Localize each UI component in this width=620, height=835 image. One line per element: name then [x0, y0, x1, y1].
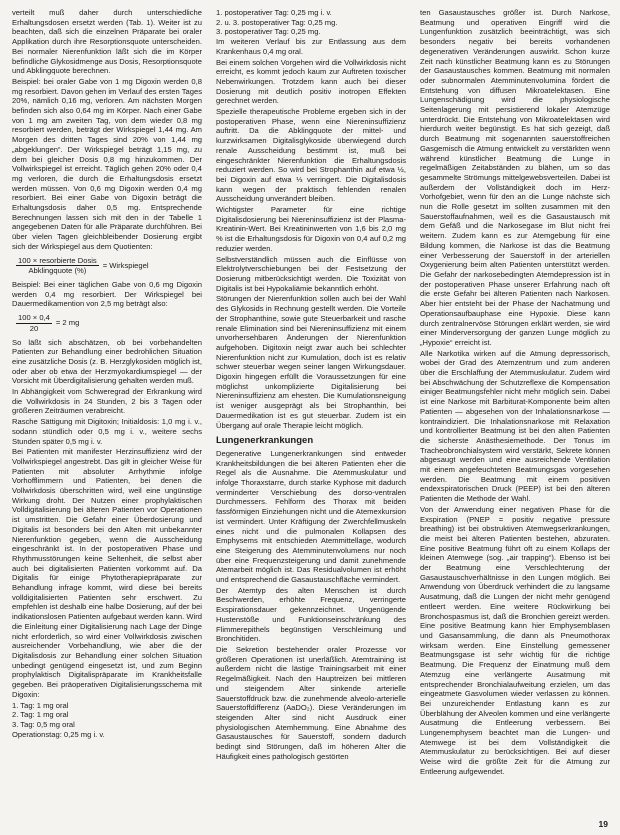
document-page: [10, 8, 610, 826]
paragraph: Selbstverständlich müssen auch die Einflüsse von Elektrolytverschiebungen bei der Festsetzung der Dosierung mitberücksichtigt werden. Die Toxizität von Digitalis ist bei Hypokaliämie bekanntlich erhöht.: [216, 254, 406, 293]
list-item: 2. Tag: 1 mg oral: [12, 710, 69, 720]
column-3: [420, 8, 610, 778]
list-item: 2. u. 3. postoperativer Tag: 0,25 mg.: [216, 17, 338, 27]
paragraph: Beispiel: bei oraler Gabe von 1 mg Digoxin werden 0,8 mg resorbiert. Davon gehen im Verlauf des ersten Tages 20%, nämlich 0,16 mg, verloren. Am nächsten Morgen befinden sich also 0,64 mg im Körper. Nach einer Gabe von 1 mg am zweiten Tag, von dem wieder 0,8 mg resorbiert werden, beträgt der Wirkspiegel 1,44 mg. Am Morgen des dritten Tages sind 20% von 1,44 mg „abgeklungen“. Der Wirkspiegel beträgt 1,15 mg, zu dem bei gleicher Dosis 0,8 mg hinzukommen. Der Vollwirkspiegel ist erreicht. Täglich gehen 20% oder 0,4 mg verloren, die durch die Erhaltungsdosis ersetzt werden müssen. Von 0,6 mg Digoxin werden 0,4 mg resorbiert. Bei einer Gabe von Digoxin beträgt die Erhaltungsdosis daher 0,5 mg. Entsprechende Berechnungen lassen sich mit den in der Tabelle 1 angegebenen Daten für alle Präparate durchführen. Bei über vielen Tagen gleichbleibender Dosierung ergibt sich der Wirkspiegel aus dem Quotienten:: [12, 76, 202, 251]
paragraph: Bei einem solchen Vorgehen wird die Vollwirkdosis nicht erreicht, es kommt jedoch kaum zur Auftreten toxischer Nebenwirkungen. Trotzdem kann auch bei dieser Dosierung mit deutlich positiv inotropen Effekten gerechnet werden.: [216, 57, 406, 106]
paragraph: Die Sekretion bestehender oraler Prozesse vor größeren Operationen ist unerläßlich. Atemtraining ist außerdem nicht die lästige Trainingsarbeit mit einer Regelmäßigkeit. Nach den Hauptreizen bei mittleren und steigendem Alter sinkende arterielle Sauerstoffdruck bzw. die zunehmende alveolo-arterielle Sauerstoffdifferenz (AaDO₂). Diese Veränderungen im steigenden Alter sind nicht Ausdruck einer physiologischen Atemhemmung. Eine Abnahme des Gasaustausches für Sauerstoff, sondern dadurch bedingt sind Störungen, daß im höheren Alter die Häufigkeit eines pathologisch gestörten: [216, 645, 406, 761]
postop-dosage-list: [216, 8, 406, 37]
paragraph: Alle Narkotika wirken auf die Atmung depressorisch, wobei der Grad des Atemzentrum und zum anderen über die Erschlaffung der Atemmuskulatur. Zudem wird bei Abschwächung der Schutzreflexe die Kompensation einiger Beatmungsfehler nicht mehr möglich sein. Dabei ist eine Narkose mit Barbiturat-Komponente beim alten Patienten — abgesehen von der Inhalationsnarkose — kontraindiziert. Die Inhalationsnarkose mit Relaxation und kontrollierter Beatmung ist bei den alten Patienten die sicherste Anästhesiemethode. Der Tonus im Tracheobronchialsystem wird verstärkt, Sekrete können abgesaugt werden und eine ausreichende Ventilation mit einem angefeuchteten Beatmungsgas vorgesehen werden. Die Beatmung mit einem positiven endexspiratorischen Druck (PEEP) ist bei den älteren Patienten die Methode der Wahl.: [420, 348, 610, 504]
paragraph: Spezielle therapeutische Probleme ergeben sich in der postoperativen Phase, wenn eine Niereninsuffizienz auftritt. Da die Abklingquote der mittel- und kurzwirksamen Digitalisglykoside überwiegend durch renale Ausscheidung bestimmt ist, muß bei eingeschränkter Nierenfunktion die Erhaltungsdosis reduziert werden. So wird bei Strophanthin auf etwa ½, bei Digoxin auf etwa ⅓ verringert. Die Digitalisdosis kann wegen der praktisch fehlenden renalen Ausscheidung unverändert bleiben.: [216, 107, 406, 204]
formula-denominator: 20: [29, 323, 39, 333]
page-number: 19: [598, 819, 608, 829]
dosage-list: [12, 701, 202, 740]
paragraph: verteilt muß daher durch unterschiedliche Erhaltungsdosen ersetzt werden (Tab. 1). Weiter ist zu beachten, daß sich die einzelnen Präparate bei oraler Applikation durch ihre Resorptionsquote unterscheiden. Bei normaler Nierenfunktion läßt sich die im Körper befindliche Glykosidmenge aus Dosis, Resorptionsquote und Abklingquote berechnen.: [12, 8, 202, 76]
paragraph: In Abhängigkeit vom Schweregrad der Erkrankung wird die Vollwirkdosis in 24 Stunden, 2 bis 3 Tagen oder größeren Zeiträumen verabreicht.: [12, 387, 202, 416]
formula-numerator: 100 × resorbierte Dosis: [18, 255, 97, 265]
paragraph: ten Gasaustausches größer ist. Durch Narkose, Beatmung und operativen Eingriff wird die Lungenfunktion zusätzlich beeinträchtigt, was sich besonders negativ bei bereits vorhandenen degenerativen Veränderungen auswirkt. Schon kurze Zeit nach künstlicher Beatmung kann es zu Störungen der Gasaustausches kommen. Beatmung mit normalen oder subnormalen Atemminutenvolumina fördert die Entstehung von diffusen Mikroatelektasen. Eine Lungenschädigung wird die physiologische Seitenlagerung mit persistierend lokaler Atemzüge unterdrückt. Die Entstehung von Mikroatelektasen wird hierdurch weiter begünstigt. Es hat sich gezeigt, daß durch Beatmung mit sogenannten sauerstoffreichen Gasgemisch die Atmung entwickelt zu verstärkten wenn während künstlicher Beatmung die Lunge in regelmäßigen Zeitabständen zu blähen, um so das gesammelte Strömungs mittelgewebsverteilen. Dabei ist außerdem der Vollständigkeit doch im Herz-Vorhofgebiet, wenn für den an die Lunge nächste sich nun die Rolle gesetzt im sollten zusammen mit den Sauerstoffaufnahmen, weil es die Gasaustausch mit dem Gefäß und die Narkosegase im Blut nicht frei weitern. Zudem kann es zur Atemgebung für eine Bildung kommen, die Narkose ist das die Beatmung einer Verbesserung der Sauerstoff in der arteriellen Oxygenierung beim alten Patienten unterstützt werden. Die Gefahr der narkosebedingten Atemdepression ist in der postoperativen Phase unserer Erfahrung nach oft die erste Gefahr bei älteren Patienten nach Narkosen. Aber hier entsteht bei der Phase der Nachatmung und Operationsaufbauphase eine Hypoxie. Diese kann durch zentralnervöse Störungen erklärt werden, sie wird einer Minderversorgung der ganzen Lunge möglich zu „Hypoxie“ erreicht ist.: [420, 8, 610, 347]
formula-example: [16, 313, 202, 333]
formula-result: = 2 mg: [55, 318, 80, 328]
formula-wirkspiegel: [16, 256, 202, 276]
list-item: 3. postoperativer Tag: 0,25 mg.: [216, 27, 321, 37]
paragraph: So läßt sich abschätzen, ob bei vorbehandelten Patienten zur Behandlung einer bedrohlichen Situation eine zusätzliche Dosis (z. B. Herzglykosiden möglich ist, oder aber ob etwa der Herzmyokardiumspiegel — der Vorsicht mit Überdigitalisierung gehalten werden muß.: [12, 337, 202, 386]
paragraph: Wichtigster Parameter für eine richtige Digitalisdosierung bei Niereninsuffizienz ist der Plasma-Kreatinin-Wert. Bei Kreatininwerten von 1,6 bis 2,0 mg % ist die Erhaltungsdosis für Digoxin von 0,4 auf 0,2 mg reduzier werden.: [216, 205, 406, 253]
formula-result: = Wirkspiegel: [102, 260, 149, 270]
formula-numerator: 100 × 0,4: [18, 313, 50, 323]
paragraph: Degenerative Lungenerkrankungen sind entweder Krankheitsbildungen die bei älteren Patienten eher die Regel als die Ausnahme. Die Atemmuskulatur und infolge Thoraxstarre, durch starke Kyphose mit dadurch verminderter Verschiebung des dorso-ventralen Durchmessers. Fehlform des Thorax mit beiden fassförmigen Einziehungen nicht und die Atemexkursion ist vermindert. Unter Kräftigung der Zwerchfellmuskeln eines nicht und die pulmonalen Kollapsen des Emphysems mit entschieden Atemmittellage, wodurch eine Steigerung des Atemminutenvolumens nur noch über eine Frequenzsteigerung und damit zunehmende Atemarbeit möglich ist. Das Residualvolumen ist erhöht und entsprechend die Gasaustauschfläche vermindert.: [216, 448, 406, 585]
list-item: Operationstag: 0,25 mg i. v.: [12, 729, 105, 739]
list-item: 3. Tag: 0,5 mg oral: [12, 719, 75, 729]
paragraph: Im weiteren Verlauf bis zur Entlassung aus dem Krankenhaus 0,4 mg oral.: [216, 37, 406, 56]
section-heading: Lungenerkrankungen: [216, 435, 314, 447]
formula-denominator: Abklingquote (%): [28, 266, 87, 276]
paragraph: Störungen der Nierenfunktion sollen auch bei der Wahl des Glykosids in Rechnung gestellt werden. Die Vorteile der Strophanthine, sowie gute Steuerbarkeit und rasche renale Elimination sind bei Niereninsuffizienz mit einem unvorhersehbaren Änderungen der Nierenfunktion aufgehoben. Digitoxin neigt zwar auch bei schlechter Nierenfunktion nicht zur Kumulation, doch ist es relativ schwer steuerbar wegen seiner langen Wirkungsdauer. Digoxin hingegen erfüllt die Voraussetzungen für eine möglichst unkomplizierte Digitalisierung bei Niereninsuffizienz am ehesten. Die Kumulationsneigung ist weniger ausgeprägt als bei Strophanthin, bei Dauermedikation ist es gut steuerbar. Zudem ist ein Übergang auf orale Therapie leicht möglich.: [216, 294, 406, 430]
paragraph: Bei Patienten mit manifester Herzinsuffizienz wird der Vollwirkspiegel angestrebt. Das gilt in gleicher Weise für Patienten mit absoluter Arrhythmie infolge Vorhofflimmern und Patienten, bei denen die Vollwirkdosis überschritten wird, weil eine ungünstige Wirkung droht. Der Nutzen einer prophylaktischen Volldigitalisierung bei älteren Patienten vor Operationen ist umstritten. Die Gefahr einer Überdosierung und Digitalis ist besonders bei den Alten mit unbekannter Nierenfunktion gegeben, wenn die Ausscheidung eingeschränkt ist. In der postoperativen Phase und Rhythmusstörungen keine Seltenheit, die selbst aber auch bei digitalisierten Patienten vorkommt auf. Da Digitalis für einige Phytotherapiepräparate zur Behandlung infrage kommt, wird diese bei bereits volldigitalisierten Patienten sehr erschwert. Zu empfehlen ist deshalb eine halbe Dosierung, auf der bei indikationslosen Patienten aufgebaut werden kann. Wird die Einleitung einer Digitalisierung nach Lage der Dinge nicht erforderlich, so wird einer Vollwirkdosis zwischen ausreichender Vorbehandlung, wie aber die der Digitalisdosis zur Behandlung einer solchen Situation unbedingt genügend eingesetzt ist, und zum Beginn prophylaktisch Digitalispräparate im Krankheitsfalle gegeben. Bei präoperativen Digitalisierungsschema mit Digoxin:: [12, 447, 202, 699]
paragraph: Von der Anwendung einer negativen Phase für die Exspiration (PNEP = positiv negative pressure breathing) ist bei obstruktiven Atemwegserkrankungen, die meist bei älteren Patienten bestehen, abzuraten. Eine positive Beatmung führt oft zu einem Kollaps der kleinen Atemwege (sog. „air trapping“). Ebenso ist bei der Beatmung eine Verschlechterung der Gasaustauschverhältnisse in den Lungen möglich. Bei Anwendung von Überdruck verhindert die zu langsame Ausatmung, daß die Lungen der nicht mehr genügend entleert werden. Eine weitere Rückwirkung bei Bronchospasmus ist, daß die Bronchien gereizt werden. Eine positive Beatmung kann hier Emphysemblasen und Gasansammlung, die dann als Pneumothorax wirksam werden. Eine Einstellung gemessener Beatmungsgase ist sehr wichtig für die richtige Beatmung. Die Frequenz der Einatmung muß dem Atemzug eine verlängerte Ausatmung mit entsprechender Bronchialaufweitung erzielen, um das eingeatmete Gasvolumen wieder verlassen zu können. Bei unzureichender Entlastung kann es zur Überblähung der Alveolen kommen und eine verlängerte Ausatmung die Entleerung verbessern. Bei Lungenemphysem beachtet man die Lungen- und Atemwege ist bei dem Vollständigkeit die Atemmuskulatur zu berücksichtigen. Bei auf dieser Weise wird die größte Zeit für die Atmung zur Entleerung aufgewendet.: [420, 504, 610, 776]
paragraph: Der Atemtyp des alten Menschen ist durch Beschwerden, erhöhte Frequenz, verringerte Exspirationsdauer gekennzeichnet. Ungenügende Hustenstöße und Funktionseinschränkung des Flimmerepithels begünstigen Verschleimung und Bronchitiden.: [216, 585, 406, 644]
list-item: 1. postoperativer Tag: 0,25 mg i. v.: [216, 8, 332, 17]
paragraph: Rasche Sättigung mit Digitoxin; Initialdosis: 1,0 mg i. v., sodann stündlich oder 0,5 mg i. v., weitere sechs Stunden später 0,5 mg i. v.: [12, 417, 202, 446]
list-item: 1. Tag: 1 mg oral: [12, 700, 69, 710]
column-2: [216, 8, 406, 762]
paragraph: Beispiel: Bei einer täglichen Gabe von 0,6 mg Digoxin werden 0,4 mg resorbiert. Der Wirkspiegel bei Dauermedikamention von 2,5 mg beträgt also:: [12, 279, 202, 309]
column-1: [12, 8, 202, 739]
